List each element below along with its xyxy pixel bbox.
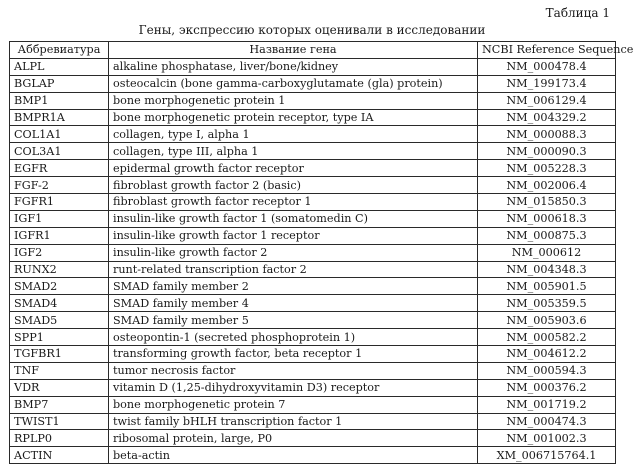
- table-header-row: [10, 42, 616, 59]
- table-row: [10, 396, 616, 413]
- ncbi-reference-cell: XM_006715764.1: [478, 447, 616, 464]
- table-row: [10, 413, 616, 430]
- ncbi-reference-cell: NM_005228.3: [478, 160, 616, 177]
- genes-table: [9, 41, 633, 464]
- ncbi-reference-cell: NM_000376.2: [478, 379, 616, 396]
- ncbi-reference-cell: NM_000594.3: [478, 362, 616, 379]
- column-header-ncbi-ref: NCBI Reference Sequence: [478, 42, 616, 59]
- gene-abbreviation-cell: IGF2: [10, 244, 109, 261]
- table-row: [10, 329, 616, 346]
- gene-name-cell: bone morphogenetic protein receptor, type IA: [109, 109, 478, 126]
- table-row: [10, 177, 616, 194]
- table-caption: Гены, экспрессию которых оценивали в исследовании: [138, 23, 486, 37]
- ncbi-reference-cell: NM_005903.6: [478, 312, 616, 329]
- table-row: [10, 244, 616, 261]
- gene-abbreviation-cell: COL3A1: [10, 143, 109, 160]
- gene-abbreviation-cell: BMPR1A: [10, 109, 109, 126]
- gene-name-cell: fibroblast growth factor receptor 1: [109, 194, 478, 211]
- ncbi-reference-cell: NM_004612.2: [478, 346, 616, 363]
- ncbi-reference-cell: NM_000875.3: [478, 227, 616, 244]
- table-row: [10, 160, 616, 177]
- table-row: [10, 447, 616, 464]
- gene-abbreviation-cell: SPP1: [10, 329, 109, 346]
- gene-name-cell: insulin-like growth factor 2: [109, 244, 478, 261]
- gene-name-cell: fibroblast growth factor 2 (basic): [109, 177, 478, 194]
- table-row: [10, 194, 616, 211]
- table-row: [10, 227, 616, 244]
- gene-name-cell: bone morphogenetic protein 1: [109, 92, 478, 109]
- ncbi-reference-cell: NM_000582.2: [478, 329, 616, 346]
- ncbi-reference-cell: NM_004348.3: [478, 261, 616, 278]
- gene-name-cell: SMAD family member 4: [109, 295, 478, 312]
- gene-abbreviation-cell: FGF-2: [10, 177, 109, 194]
- ncbi-reference-cell: NM_001002.3: [478, 430, 616, 447]
- table-row: [10, 75, 616, 92]
- ncbi-reference-cell: NM_000090.3: [478, 143, 616, 160]
- gene-name-cell: insulin-like growth factor 1 receptor: [109, 227, 478, 244]
- table-number: Таблица 1: [545, 6, 610, 20]
- gene-name-cell: SMAD family member 5: [109, 312, 478, 329]
- gene-name-cell: osteocalcin (bone gamma-carboxyglutamate (gla) protein): [109, 75, 478, 92]
- ncbi-reference-cell: NM_005901.5: [478, 278, 616, 295]
- table-row: [10, 312, 616, 329]
- gene-abbreviation-cell: ALPL: [10, 58, 109, 75]
- table-row: [10, 362, 616, 379]
- gene-abbreviation-cell: SMAD5: [10, 312, 109, 329]
- gene-abbreviation-cell: TWIST1: [10, 413, 109, 430]
- gene-abbreviation-cell: FGFR1: [10, 194, 109, 211]
- gene-name-cell: osteopontin-1 (secreted phosphoprotein 1): [109, 329, 478, 346]
- ncbi-reference-cell: NM_000474.3: [478, 413, 616, 430]
- gene-name-cell: runt-related transcription factor 2: [109, 261, 478, 278]
- ncbi-reference-cell: NM_000618.3: [478, 210, 616, 227]
- gene-abbreviation-cell: ACTIN: [10, 447, 109, 464]
- ncbi-reference-cell: NM_015850.3: [478, 194, 616, 211]
- gene-name-cell: bone morphogenetic protein 7: [109, 396, 478, 413]
- table-row: [10, 58, 616, 75]
- gene-abbreviation-cell: SMAD4: [10, 295, 109, 312]
- gene-abbreviation-cell: SMAD2: [10, 278, 109, 295]
- gene-name-cell: epidermal growth factor receptor: [109, 160, 478, 177]
- gene-abbreviation-cell: TNF: [10, 362, 109, 379]
- ncbi-reference-cell: NM_000612: [478, 244, 616, 261]
- gene-abbreviation-cell: EGFR: [10, 160, 109, 177]
- gene-abbreviation-cell: COL1A1: [10, 126, 109, 143]
- ncbi-reference-cell: NM_005359.5: [478, 295, 616, 312]
- gene-abbreviation-cell: BMP1: [10, 92, 109, 109]
- gene-name-cell: transforming growth factor, beta receptor 1: [109, 346, 478, 363]
- gene-name-cell: vitamin D (1,25-dihydroxyvitamin D3) receptor: [109, 379, 478, 396]
- ncbi-reference-cell: NM_000088.3: [478, 126, 616, 143]
- gene-abbreviation-cell: IGFR1: [10, 227, 109, 244]
- table-row: [10, 346, 616, 363]
- table-row: [10, 261, 616, 278]
- gene-name-cell: alkaline phosphatase, liver/bone/kidney: [109, 58, 478, 75]
- table-row: [10, 109, 616, 126]
- gene-name-cell: beta-actin: [109, 447, 478, 464]
- gene-abbreviation-cell: VDR: [10, 379, 109, 396]
- gene-name-cell: insulin-like growth factor 1 (somatomedin C): [109, 210, 478, 227]
- table-row: [10, 210, 616, 227]
- table-row: [10, 143, 616, 160]
- gene-abbreviation-cell: RUNX2: [10, 261, 109, 278]
- gene-name-cell: collagen, type I, alpha 1: [109, 126, 478, 143]
- ncbi-reference-cell: NM_006129.4: [478, 92, 616, 109]
- ncbi-reference-cell: NM_000478.4: [478, 58, 616, 75]
- gene-abbreviation-cell: BGLAP: [10, 75, 109, 92]
- table-body: [10, 58, 616, 463]
- table-row: [10, 126, 616, 143]
- ncbi-reference-cell: NM_004329.2: [478, 109, 616, 126]
- table-row: [10, 295, 616, 312]
- gene-name-cell: tumor necrosis factor: [109, 362, 478, 379]
- gene-name-cell: twist family bHLH transcription factor 1: [109, 413, 478, 430]
- gene-name-cell: collagen, type III, alpha 1: [109, 143, 478, 160]
- gene-name-cell: SMAD family member 2: [109, 278, 478, 295]
- gene-abbreviation-cell: BMP7: [10, 396, 109, 413]
- column-header-gene-name: Название гена: [109, 42, 478, 59]
- column-header-abbreviation: Аббревиатура: [10, 42, 109, 59]
- table-row: [10, 430, 616, 447]
- table-row: [10, 92, 616, 109]
- table-row: [10, 379, 616, 396]
- gene-abbreviation-cell: IGF1: [10, 210, 109, 227]
- table-row: [10, 278, 616, 295]
- gene-name-cell: ribosomal protein, large, P0: [109, 430, 478, 447]
- ncbi-reference-cell: NM_002006.4: [478, 177, 616, 194]
- gene-abbreviation-cell: TGFBR1: [10, 346, 109, 363]
- ncbi-reference-cell: NM_199173.4: [478, 75, 616, 92]
- gene-abbreviation-cell: RPLP0: [10, 430, 109, 447]
- ncbi-reference-cell: NM_001719.2: [478, 396, 616, 413]
